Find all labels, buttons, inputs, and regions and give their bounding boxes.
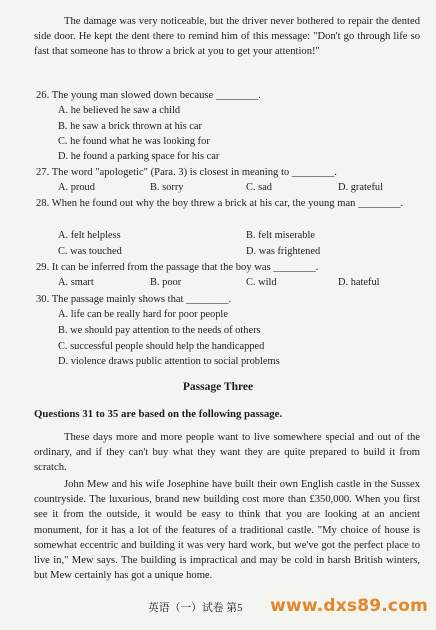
watermark-logo: www.dxs89.com — [270, 596, 428, 616]
question-27-option-c: C. sad — [246, 182, 272, 193]
question-30-stem: 30. The passage mainly shows that ________. — [36, 294, 232, 305]
question-29-option-a: A. smart — [58, 277, 94, 288]
question-27-option-d: D. grateful — [338, 182, 384, 193]
question-30-option-b: B. we should pay attention to the needs of others — [58, 325, 261, 336]
question-30-option-d: D. violence draws public attention to social problems — [58, 356, 280, 367]
question-28-option-c: C. was touched — [58, 246, 122, 257]
question-26-option-b: B. he saw a brick thrown at his car — [58, 121, 202, 132]
question-26-stem: 26. The young man slowed down because ________. — [36, 90, 261, 101]
intro-paragraph: The damage was very noticeable, but the driver never bothered to repair the dented side door. He kept the dent there to remind him of this message: "Don't go through life so fast that someone has to throw a brick at you to get your attention!" — [34, 16, 420, 58]
question-30-option-a: A. life can be really hard for poor people — [58, 309, 228, 320]
question-29-option-c: C. wild — [246, 277, 277, 288]
question-28-stem: 28. When he found out why the boy threw a brick at his car, the young man ________. — [36, 198, 404, 209]
passage-title: Passage Three — [182, 381, 254, 393]
question-29-stem: 29. It can be inferred from the passage that the boy was ________. — [36, 262, 319, 273]
question-26-option-c: C. he found what he was looking for — [58, 136, 210, 147]
question-26-option-a: A. he believed he saw a child — [58, 105, 181, 116]
passage-paragraph-2: John Mew and his wife Josephine have built their own English castle in the Sussex countryside. The luxurious, brand new building cost more than £350,000. When you first see it from the outside, it would be easy to think that you are looking at an ancient monument, for it has a lot of the features of a traditional castle. "My choice of house is somewhat eccentric and building it was very hard work, but we've got the perfect place to live in," Mew says. The building is impractical and may be cold in harsh British winters, but Mew certainly has got a unique home. — [34, 479, 420, 582]
section-heading: Questions 31 to 35 are based on the following passage. — [34, 408, 283, 420]
question-29-option-b: B. poor — [150, 277, 182, 288]
question-26-option-d: D. he found a parking space for his car — [58, 151, 220, 162]
question-27-stem: 27. The word "apologetic" (Para. 3) is closest in meaning to ________. — [36, 167, 337, 178]
question-29-option-d: D. hateful — [338, 277, 380, 288]
question-28-option-a: A. felt helpless — [58, 230, 121, 241]
question-28-option-d: D. was frightened — [246, 246, 321, 257]
question-28-option-b: B. felt miserable — [246, 230, 315, 241]
page-footer: 英语（一）试卷 第5 — [148, 602, 243, 614]
question-30-option-c: C. successful people should help the handicapped — [58, 341, 265, 352]
question-27-option-a: A. proud — [58, 182, 95, 193]
passage-paragraph-1: These days more and more people want to live somewhere special and out of the ordinary, and if they can't buy what they want they are quite prepared to build it from scratch. — [34, 432, 420, 474]
question-27-option-b: B. sorry — [150, 182, 184, 193]
